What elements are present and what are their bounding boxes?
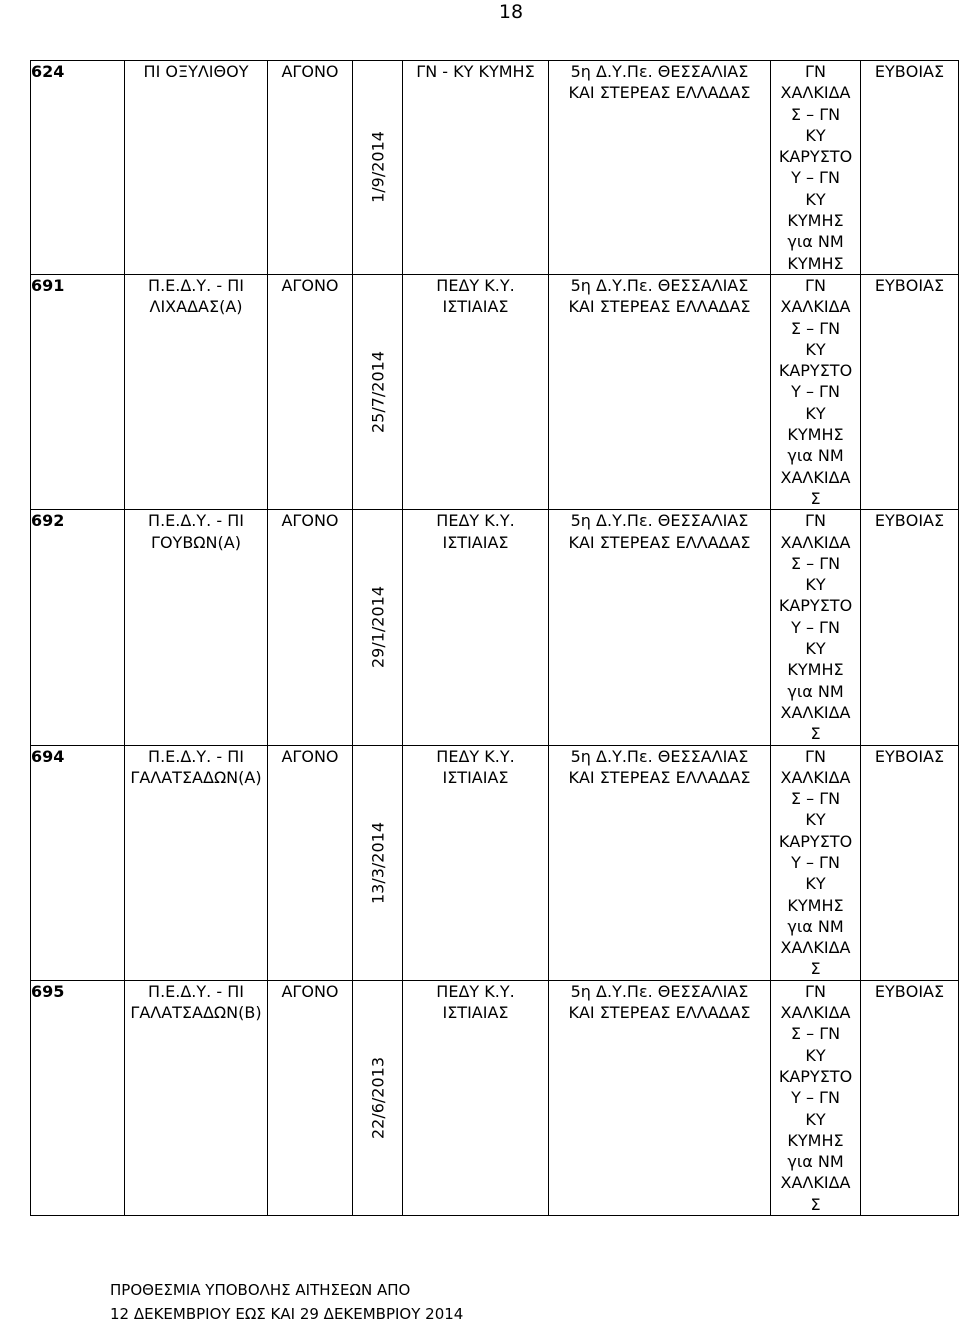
prefecture-cell [861,510,959,745]
region-line: ΚΑΙ ΣΤΕΡΕΑΣ ΕΛΛΑΔΑΣ [568,767,751,787]
hospital-line: ΚΥΜΗΣ [787,1130,844,1150]
position-code [31,510,125,745]
school-name-line: Π.Ε.Δ.Υ. - ΠΙ [148,275,244,295]
hospital-line: ΧΑΛΚΙΔΑ [780,532,851,552]
school-cell [125,980,268,1215]
school-name-line: Π.Ε.Δ.Υ. - ΠΙ [148,746,244,766]
hospital-line: Σ – ΓΝ [790,789,841,809]
table-row [31,745,959,980]
region-cell [549,510,771,745]
region-line: 5η Δ.Υ.Πε. ΘΕΣΣΑΛΙΑΣ [570,746,749,766]
hospital-line: ΚΥΜΗΣ [787,425,844,445]
date-cell [353,980,403,1215]
hospital-line: ΚΥ [805,575,826,595]
date-cell [353,274,403,509]
hospital-line: ΧΑΛΚΙΔΑ [780,1003,851,1023]
area-type: ΑΓΟΝΟ [281,511,339,531]
area-type: ΑΓΟΝΟ [281,275,339,295]
hospital-line: ΚΥ [805,874,826,894]
date-cell [353,510,403,745]
hospital-line: ΚΥΜΗΣ [787,895,844,915]
vacancy-date: 1/9/2014 [367,131,387,204]
prefecture: ΕΥΒΟΙΑΣ [874,511,945,531]
school-name-line: Π.Ε.Δ.Υ. - ΠΙ [148,981,244,1001]
prefecture: ΕΥΒΟΙΑΣ [874,746,945,766]
school-name-line: ΓΑΛΑΤΣΑΔΩΝ(Α) [130,767,262,787]
area-type-cell [268,510,353,745]
prefecture: ΕΥΒΟΙΑΣ [874,275,945,295]
hospital-line: Υ – ΓΝ [791,852,840,872]
hospital-line: Σ [810,724,821,744]
health-unit-line: ΠΕΔΥ Κ.Υ. [436,746,515,766]
region-line: ΚΑΙ ΣΤΕΡΕΑΣ ΕΛΛΑΔΑΣ [568,297,751,317]
school-cell [125,510,268,745]
hospital-line: Σ – ΓΝ [790,1024,841,1044]
health-unit-line: ΙΣΤΙΑΙΑΣ [442,532,509,552]
hospital-line: ΓΝ [805,511,826,531]
table-row [31,980,959,1215]
hospital-line: ΧΑΛΚΙΔΑ [780,702,851,722]
hospital-line: ΚΥ [805,639,826,659]
hospital-line: ΚΑΡΥΣΤΟ [778,1066,853,1086]
position-code [31,274,125,509]
hospital-line: ΓΝ [805,746,826,766]
hospital-line: Υ – ΓΝ [791,168,840,188]
hospital-line: ΧΑΛΚΙΔΑ [780,83,851,103]
hospital-line: ΚΑΡΥΣΤΟ [778,596,853,616]
region-line: 5η Δ.Υ.Πε. ΘΕΣΣΑΛΙΑΣ [570,275,749,295]
hospital-line: ΚΥΜΗΣ [787,253,844,273]
region-cell [549,980,771,1215]
school-name-line: ΓΑΛΑΤΣΑΔΩΝ(Β) [130,1003,262,1023]
hospital-line: ΧΑΛΚΙΔΑ [780,938,851,958]
area-type-cell [268,745,353,980]
hospital-line: ΚΑΡΥΣΤΟ [778,831,853,851]
area-type-cell [268,980,353,1215]
area-type: ΑΓΟΝΟ [281,981,339,1001]
health-unit-cell [403,510,549,745]
hospital-line: Υ – ΓΝ [791,1088,840,1108]
health-unit-line: ΠΕΔΥ Κ.Υ. [436,275,515,295]
hospital-line: ΚΥ [805,125,826,145]
area-type-cell [268,274,353,509]
school-name-line: ΛΙΧΑΔΑΣ(Α) [149,297,243,317]
health-unit-line: ΙΣΤΙΑΙΑΣ [442,767,509,787]
prefecture-cell [861,745,959,980]
hospital-line: ΧΑΛΚΙΔΑ [780,767,851,787]
hospital-line: Σ [810,1194,821,1214]
school-cell [125,745,268,980]
school-name-line: Π.Ε.Δ.Υ. - ΠΙ [148,511,244,531]
region-cell [549,274,771,509]
position-code-text: 624 [31,62,65,81]
region-line: ΚΑΙ ΣΤΕΡΕΑΣ ΕΛΛΑΔΑΣ [568,1003,751,1023]
page-number: 18 [498,1,524,23]
prefecture: ΕΥΒΟΙΑΣ [874,981,945,1001]
hospital-line: Υ – ΓΝ [791,617,840,637]
prefecture-cell [861,61,959,275]
table-row [31,510,959,745]
hospital-line: ΚΥ [805,1045,826,1065]
school-name-line: ΠΙ ΟΞΥΛΙΘΟΥ [143,62,249,81]
region-line: 5η Δ.Υ.Πε. ΘΕΣΣΑΛΙΑΣ [570,62,749,81]
prefecture-cell [861,274,959,509]
hospital-line: ΚΑΡΥΣΤΟ [778,147,853,167]
hospital-line: Σ [810,488,821,508]
hospital-line: για ΝΜ [787,916,844,936]
region-cell [549,61,771,275]
health-unit-line: ΙΣΤΙΑΙΑΣ [442,297,509,317]
area-type: ΑΓΟΝΟ [281,746,339,766]
hospital-line: ΚΥ [805,339,826,359]
positions-table [30,60,959,1216]
hospital-line: ΧΑΛΚΙΔΑ [780,467,851,487]
region-cell [549,745,771,980]
hospitals-cell [771,980,861,1215]
area-type: ΑΓΟΝΟ [281,62,339,81]
hospitals-cell [771,745,861,980]
vacancy-date: 22/6/2013 [367,1056,387,1139]
school-name-line: ΓΟΥΒΩΝ(Α) [151,532,241,552]
hospitals-cell [771,274,861,509]
hospital-line: για ΝΜ [787,446,844,466]
hospital-line: Σ – ΓΝ [790,318,841,338]
health-unit-line: ΓΝ - ΚΥ ΚΥΜΗΣ [416,62,535,81]
hospital-line: ΚΥΜΗΣ [787,660,844,680]
hospital-line: ΚΥ [805,403,826,423]
date-cell [353,61,403,275]
vacancy-date: 25/7/2014 [367,351,387,434]
position-code [31,745,125,980]
area-type-cell [268,61,353,275]
health-unit-cell [403,61,549,275]
date-cell [353,745,403,980]
region-line: ΚΑΙ ΣΤΕΡΕΑΣ ΕΛΛΑΔΑΣ [568,83,751,103]
region-line: 5η Δ.Υ.Πε. ΘΕΣΣΑΛΙΑΣ [570,981,749,1001]
hospital-line: Σ – ΓΝ [790,104,841,124]
hospital-line: ΚΥ [805,1109,826,1129]
health-unit-line: ΠΕΔΥ Κ.Υ. [436,511,515,531]
hospitals-cell [771,61,861,275]
vacancy-date: 29/1/2014 [367,586,387,669]
health-unit-line: ΠΕΔΥ Κ.Υ. [436,981,515,1001]
hospital-line: ΚΥ [805,810,826,830]
region-line: 5η Δ.Υ.Πε. ΘΕΣΣΑΛΙΑΣ [570,511,749,531]
footer-deadline-line2: 12 ΔΕΚΕΜΒΡΙΟΥ ΕΩΣ ΚΑΙ 29 ΔΕΚΕΜΒΡΙΟΥ 2014 [110,1305,464,1323]
school-cell [125,274,268,509]
position-code-text: 695 [31,981,65,1001]
hospital-line: για ΝΜ [787,232,844,252]
prefecture: ΕΥΒΟΙΑΣ [874,62,945,81]
position-code-text: 694 [31,746,65,766]
position-code [31,61,125,275]
hospital-line: ΚΥ [805,189,826,209]
table-row [31,61,959,275]
school-cell [125,61,268,275]
health-unit-cell [403,745,549,980]
hospital-line: Σ [810,959,821,979]
hospital-line: Σ – ΓΝ [790,553,841,573]
health-unit-line: ΙΣΤΙΑΙΑΣ [442,1003,509,1023]
table-row [31,274,959,509]
hospital-line: ΚΥΜΗΣ [787,211,844,231]
hospitals-cell [771,510,861,745]
prefecture-cell [861,980,959,1215]
hospital-line: για ΝΜ [787,1152,844,1172]
hospital-line: ΓΝ [805,62,826,81]
hospital-line: ΓΝ [805,981,826,1001]
region-line: ΚΑΙ ΣΤΕΡΕΑΣ ΕΛΛΑΔΑΣ [568,532,751,552]
vacancy-date: 13/3/2014 [367,821,387,904]
position-code-text: 691 [31,275,65,295]
health-unit-cell [403,980,549,1215]
position-code-text: 692 [31,511,65,531]
position-code [31,980,125,1215]
footer-deadline-line1: ΠΡΟΘΕΣΜΙΑ ΥΠΟΒΟΛΗΣ ΑΙΤΗΣΕΩΝ ΑΠΟ [110,1281,411,1299]
hospital-line: ΧΑΛΚΙΔΑ [780,1173,851,1193]
hospital-line: ΧΑΛΚΙΔΑ [780,297,851,317]
hospital-line: ΚΑΡΥΣΤΟ [778,361,853,381]
hospital-line: ΓΝ [805,275,826,295]
health-unit-cell [403,274,549,509]
hospital-line: για ΝΜ [787,681,844,701]
hospital-line: Υ – ΓΝ [791,382,840,402]
